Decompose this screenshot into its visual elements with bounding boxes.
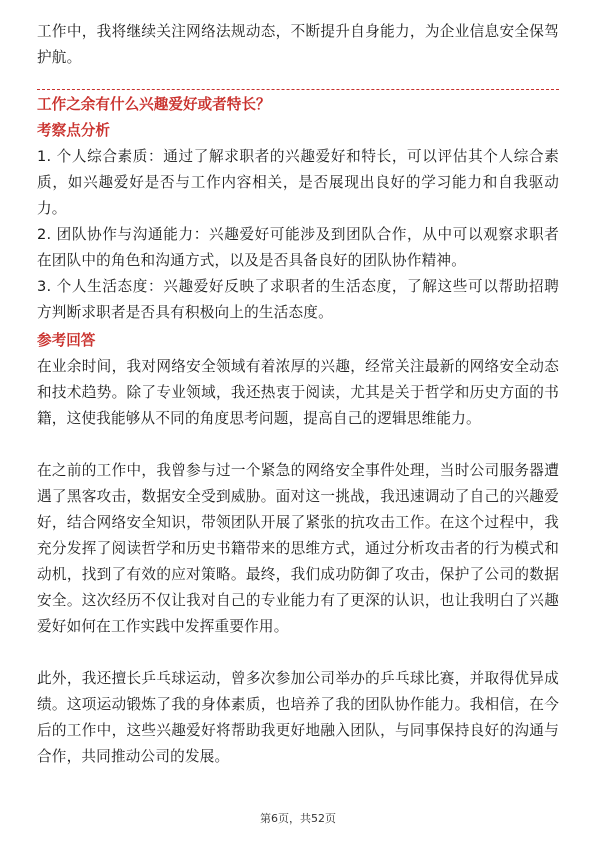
answer-paragraph: 在业余时间，我对网络安全领域有着浓厚的兴趣，经常关注最新的网络安全动态和技术趋势。除了专业领域，我还热衷于阅读，尤其是关于哲学和历史方面的书籍，这使我能够从不同的角度思考问题，提高自己的逻辑思维能力。 — [37, 358, 559, 427]
answer-section — [37, 328, 559, 770]
analysis-section — [37, 118, 559, 326]
answer-paragraph: 此外，我还擅长乒乓球运动，曾多次参加公司举办的乒乓球比赛，并取得优异成绩。这项运动锻炼了我的身体素质，也培养了我的团队协作能力。我相信，在今后的工作中，这些兴趣爱好将帮助我更好地融入团队，与同事保持良好的沟通与合作，共同推动公司的发展。 — [37, 670, 559, 765]
analysis-heading: 考察点分析 — [37, 122, 110, 139]
section-divider — [37, 89, 559, 90]
answer-paragraph: 在之前的工作中，我曾参与过一个紧急的网络安全事件处理，当时公司服务器遭遇了黑客攻击，数据安全受到威胁。面对这一挑战，我迅速调动了自己的兴趣爱好，结合网络安全知识，带领团队开展了紧张的抗攻击工作。在这个过程中，我充分发挥了阅读哲学和历史书籍带来的思维方式，通过分析攻击者的行为模式和动机，找到了有效的应对策略。最终，我们成功防御了攻击，保护了公司的数据安全。这次经历不仅让我对自己的专业能力有了更深的认识，也让我明白了兴趣爱好如何在工作实践中发挥重要作用。 — [37, 462, 559, 635]
analysis-point: 2. 团队协作与沟通能力：兴趣爱好可能涉及到团队合作，从中可以观察求职者在团队中的角色和沟通方式，以及是否具备良好的团队协作精神。 — [37, 226, 559, 269]
page-number: 第6页，共52页 — [260, 812, 336, 825]
question-title: 工作之余有什么兴趣爱好或者特长？ — [37, 96, 271, 113]
analysis-point: 1. 个人综合素质：通过了解求职者的兴趣爱好和特长，可以评估其个人综合素质，如兴趣爱好是否与工作内容相关，是否展现出良好的学习能力和自我驱动力。 — [37, 148, 559, 217]
paragraph-spacer — [37, 432, 559, 458]
answer-heading: 参考回答 — [37, 332, 96, 349]
document-page — [37, 0, 559, 842]
paragraph-spacer — [37, 640, 559, 666]
analysis-point: 3. 个人生活态度：兴趣爱好反映了求职者的生活态度，了解这些可以帮助招聘方判断求职者是否具有积极向上的生活态度。 — [37, 278, 559, 321]
intro-paragraph: 工作中，我将继续关注网络法规动态，不断提升自身能力，为企业信息安全保驾护航。 — [37, 23, 559, 66]
